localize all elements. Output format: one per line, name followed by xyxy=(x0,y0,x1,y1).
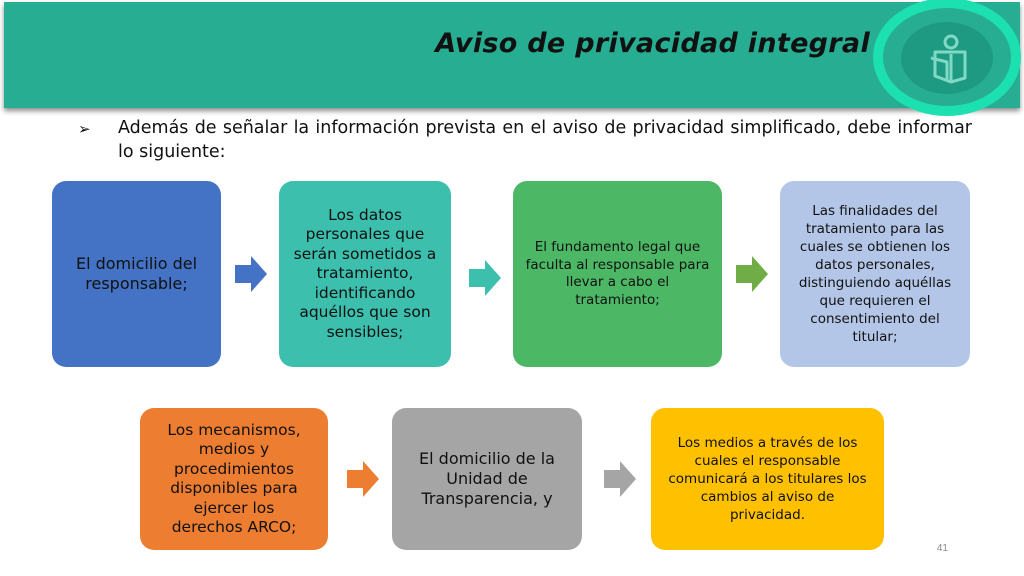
right-arrow-icon xyxy=(347,461,379,497)
right-arrow-icon xyxy=(469,260,501,296)
process-box-4 xyxy=(780,181,970,367)
page-title: Aviso de privacidad integral xyxy=(435,28,870,59)
process-box-4-text: Las finalidades del tratamiento para las cuales se obtienen los datos personales, distinguiendo aquéllas que requieren el consentimiento del titular; xyxy=(798,203,952,345)
arrow-bullet-icon: ➢ xyxy=(78,120,91,138)
process-box-3-text: El fundamento legal que faculta al responsable para llevar a cabo el tratamiento; xyxy=(525,239,710,308)
process-box-5-text: Los mecanismos, medios y procedimientos disponibles para ejercer los derechos ARCO; xyxy=(167,420,301,536)
right-arrow-icon xyxy=(235,256,267,292)
process-box-7 xyxy=(651,408,884,550)
process-box-3 xyxy=(513,181,722,367)
right-arrow-icon xyxy=(604,461,636,497)
intro-bullet xyxy=(78,116,972,164)
page-number: 41 xyxy=(936,543,948,554)
title-banner xyxy=(4,2,1020,108)
intro-text: Además de señalar la información prevista en el aviso de privacidad simplificado, debe informar lo siguiente: xyxy=(118,118,972,162)
process-box-6-text: El domicilio de la Unidad de Transparencia, y xyxy=(419,449,555,508)
process-box-6 xyxy=(392,408,582,550)
right-arrow-icon xyxy=(736,256,768,292)
process-box-2-text: Los datos personales que serán sometidos a tratamiento, identificando aquéllos que son sensibles; xyxy=(293,205,437,341)
process-box-5 xyxy=(140,408,328,550)
process-box-1-text: El domicilio del responsable; xyxy=(75,254,198,293)
process-box-2 xyxy=(279,181,451,367)
logo-background xyxy=(901,22,993,94)
process-box-1 xyxy=(52,181,221,367)
logo xyxy=(873,0,1021,116)
process-box-7-text: Los medios a través de los cuales el responsable comunicará a los titulares los cambios al aviso de privacidad. xyxy=(668,435,867,523)
accessibility-person-icon xyxy=(927,34,969,84)
